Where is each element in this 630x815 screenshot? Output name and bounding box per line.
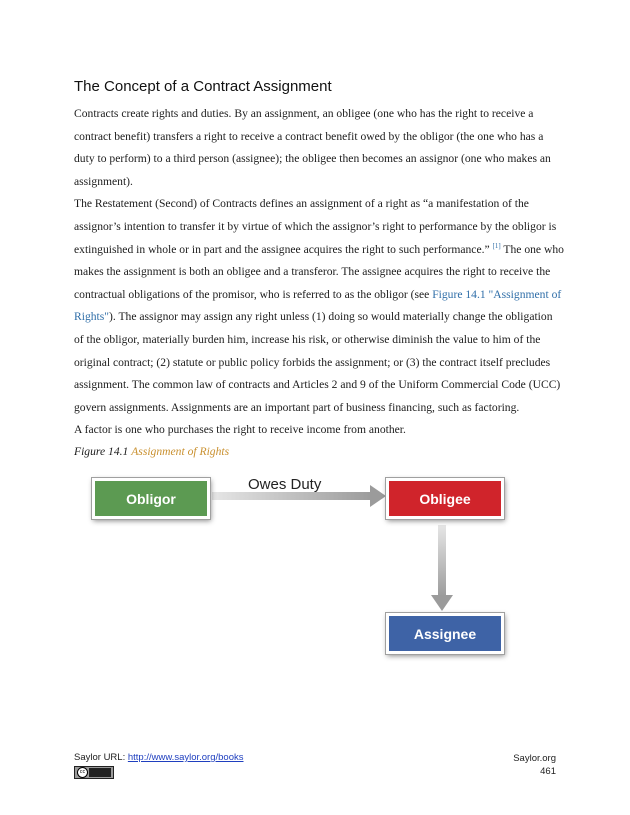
paragraph-2-text-c: ). The assignor may assign any right unless (1) doing so would materially change the obligation of the obligor, materially burden him, increase his risk, or otherwise diminish the value to him of the original contract; (2) statute or public policy forbids the assignment; or (3) the contract itself precludes assignment. The common law of contracts and Articles 2 and 9 of the Uniform Commercial Code (UCC) govern assignments. Assignments are an important part of business financing, such as factoring. — [74, 310, 561, 414]
page-number: 461 — [540, 766, 556, 777]
obligee-box: Obligee — [386, 478, 504, 519]
paragraph-2-text-b: The one who makes the assignment is both an obligee and a transferor. The assignee acquires the right to receive the contractual obligations of the promisor, who is referred to as the obligor (see — [74, 242, 564, 301]
paragraph-2-text-a: The Restatement (Second) of Contracts defines an assignment of a right as “a manifestation of the assignor’s intention to transfer it by virtue of which the assignor’s right to performance by the obligor is extinguished in whole or in part and the assignee acquires the right to such performance.” — [74, 197, 557, 256]
footer-url — [74, 752, 244, 763]
footer-site: Saylor.org — [513, 753, 556, 764]
section-heading: The Concept of a Contract Assignment — [74, 78, 332, 95]
paragraph-3: A factor is one who purchases the right to receive income from another. — [74, 423, 406, 437]
footer-url-prefix: Saylor URL: — [74, 752, 128, 763]
figure-reference-link[interactable]: Figure 14.1 "Assignment of Rights" — [74, 287, 562, 324]
footer-right — [513, 752, 556, 778]
figure-title: Assignment of Rights — [131, 445, 230, 458]
body-text — [74, 103, 564, 442]
assignment-arrow — [431, 525, 453, 611]
owes-duty-label: Owes Duty — [248, 476, 322, 493]
footnote-reference-link[interactable]: [1] — [492, 241, 501, 250]
paragraph-2 — [74, 193, 564, 419]
figure-number: Figure 14.1 — [74, 445, 129, 458]
paragraph-1: Contracts create rights and duties. By an assignment, an obligee (one who has the right to receive a contract benefit) transfers a right to receive a contract benefit owed by the obligor (the one who has a duty to perform) to a third person (assignee); the obligee then becomes an assignor (one who makes an assignment). — [74, 107, 551, 188]
assignee-box: Assignee — [386, 613, 504, 654]
saylor-books-link[interactable]: http://www.saylor.org/books — [127, 752, 244, 763]
obligor-box: Obligor — [92, 478, 210, 519]
creative-commons-icon: cc — [74, 766, 114, 779]
figure-caption — [74, 443, 229, 461]
assignment-diagram — [90, 470, 510, 660]
